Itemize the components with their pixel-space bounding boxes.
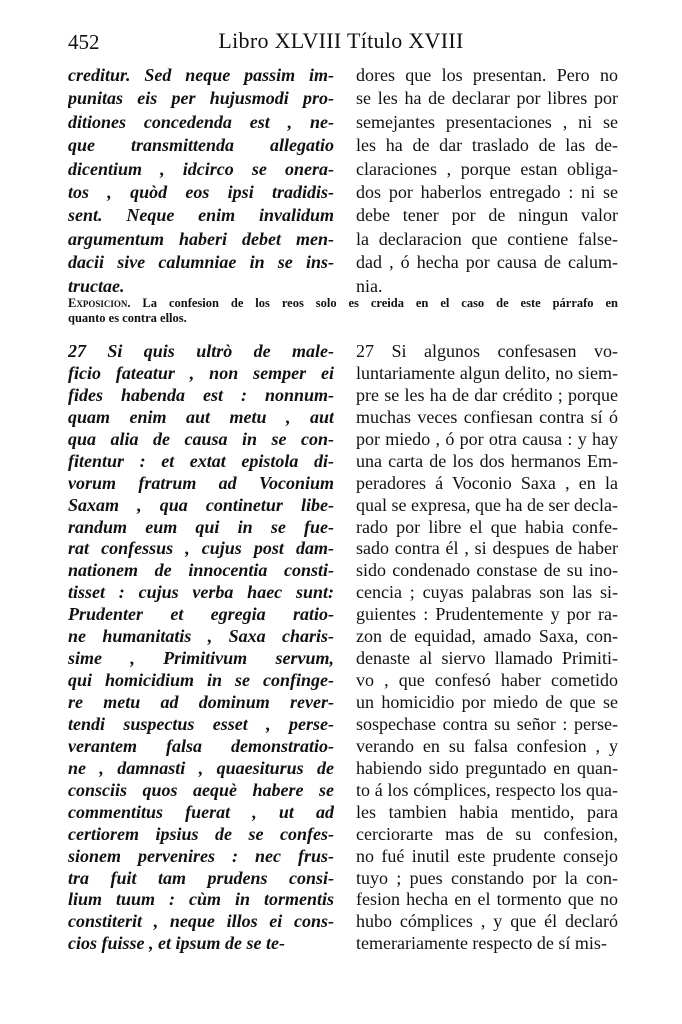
text-line: que transmittenda allegatio [68,135,334,156]
text-line: punitas eis per hujusmodi pro- [68,88,334,109]
text-line: to á los cómplices, respecto los qua- [356,779,618,800]
latin-column-1 [68,64,334,298]
text-line: debe tener por de ningun valor [356,205,618,226]
text-line: sido condenado constase de su ino- [356,560,618,581]
text-line: fitentur : et extat epistola di- [68,450,334,471]
text-line: sent. Neque enim invalidum [68,205,334,226]
text-line: vo , que confesó haber cometido [356,670,618,691]
text-line: un homicidio por miedo de que se [356,692,618,712]
text-line: creditur. Sed neque passim im- [68,65,334,85]
text-line: 27 Si algunos confesasen vo- [356,341,618,361]
text-line: dicentium , idcirco se onera- [68,158,334,179]
text-line: vorum fratrum ad Voconium [68,472,334,493]
text-line: nationem de innocentia consti- [68,560,334,581]
text-line: rat confessus , cujus post dam- [68,538,334,559]
text-line: certiorem ipsius de se confes- [68,823,334,844]
text-line: ficio fateatur , non semper ei [68,362,334,383]
text-line: se les ha de declarar por libres por [356,88,618,109]
text-line: denaste al siervo llamado Primiti- [356,648,618,669]
text-line: verando en su falsa confesion , y [356,735,618,756]
text-line: constiterit , neque illos ei cons- [68,911,334,932]
text-line: cencia ; cuyas palabras son las si- [356,582,618,603]
text-line: 27 Si quis ultrò de male- [68,341,334,361]
text-line: sospechase contra su señor : perse- [356,713,618,734]
text-line: sado contra él , si despues de haber [356,538,618,559]
text-line: hubo cómplices , y que él declaró [356,911,618,932]
text-line: cerciorarte mas de su confesion, [356,823,618,844]
text-line: Prudenter et egregia ratio- [68,604,334,625]
text-line: luntariamente algun delito, no siem- [356,362,618,383]
text-line: lium tuum : cùm in tormentis [68,889,334,910]
text-line: dad , ó hecha por causa de calum- [356,252,618,273]
text-line: qui homicidium in se confinge- [68,670,334,691]
text-line: Saxam , qua continetur libe- [68,494,334,515]
text-line: tructae. [68,275,125,296]
text-line: zon de equidad, amado Saxa, con- [356,626,618,647]
text-line: ne humanitatis , Saxa charis- [68,626,334,647]
text-line: dores que los presentan. Pero no [356,65,618,85]
text-line: temerariamente respecto de sí mis- [356,933,607,954]
page-number: 452 [68,30,100,54]
text-line: sionem pervenires : nec frus- [68,845,334,866]
text-line: tra fuit tam prudens consi- [68,867,334,888]
spanish-column-1 [356,64,618,298]
text-line: qual se expresa, que ha de ser decla- [356,494,618,515]
text-line: argumentum haberi debet men- [68,228,334,249]
text-line: semejantes presentaciones , ni se [356,111,618,132]
text-line: por miedo , ó por otra causa : y hay [356,428,618,449]
text-line: no fué inutil este prudente consejo [356,845,618,866]
text-line: tisset : cujus verba haec sunt: [68,582,334,603]
text-line: dacii sive calumniae in se ins- [68,252,334,273]
text-line: re metu ad dominum rever- [68,692,334,712]
text-line: peradores á Voconio Saxa , en la [356,472,618,493]
text-line: fides habenda est : nonnum- [68,384,334,405]
text-line: una carta de los dos hermanos Em- [356,450,618,471]
text-line: tuyo ; pues constando por la con- [356,867,618,888]
text-line: fesion hecha en el tormento que no [356,889,618,910]
text-line: cios fuisse , et ipsum de se te- [68,933,285,954]
exposicion-line-1: La confesion de los reos solo es creida en el caso de este párrafo en [142,296,618,310]
latin-column-2 [68,341,334,955]
text-line: tos , quòd eos ipsi tradidis- [68,181,334,202]
text-line: les tambien habia mentido, para [356,801,618,822]
text-line: guientes : Prudentemente y por ra- [356,604,618,625]
text-line: verantem falsa demonstratio- [68,735,334,756]
text-line: consciis quos aequè habere se [68,779,334,800]
text-line: dos por haberlos entregado : ni se [356,181,618,202]
text-line: claraciones , porque estan obliga- [356,158,618,179]
running-head: Libro XLVIII Título XVIII [218,28,464,53]
spanish-column-2 [356,341,618,955]
exposicion-line-2: quanto es contra ellos. [68,311,187,325]
text-line: randum eum qui in se fue- [68,516,334,537]
text-line: habiendo sido preguntado en quan- [356,757,618,778]
text-line: la declaracion que contiene false- [356,228,618,249]
text-line: ne , damnasti , quaesiturus de [68,757,334,778]
text-line: muchas veces confiesan contra sí ó [356,406,618,427]
text-line: tendi suspectus esset , perse- [68,713,334,734]
exposicion-label: Exposicion. [68,296,131,310]
text-line: rado por libre el que habia confe- [356,516,618,537]
text-line: les ha de dar traslado de las de- [356,135,618,156]
text-line: ditiones concedenda est , ne- [68,111,334,132]
text-line: commentitus fuerat , ut ad [68,801,334,822]
text-line: quam enim aut metu , aut [68,406,334,427]
text-line: qua alia de causa in se con- [68,428,334,449]
text-line: nia. [356,275,383,296]
text-line: pre se les ha de dar crédito ; porque [356,384,618,405]
text-line: sime , Primitivum servum, [68,648,334,669]
exposicion-note [68,296,618,326]
